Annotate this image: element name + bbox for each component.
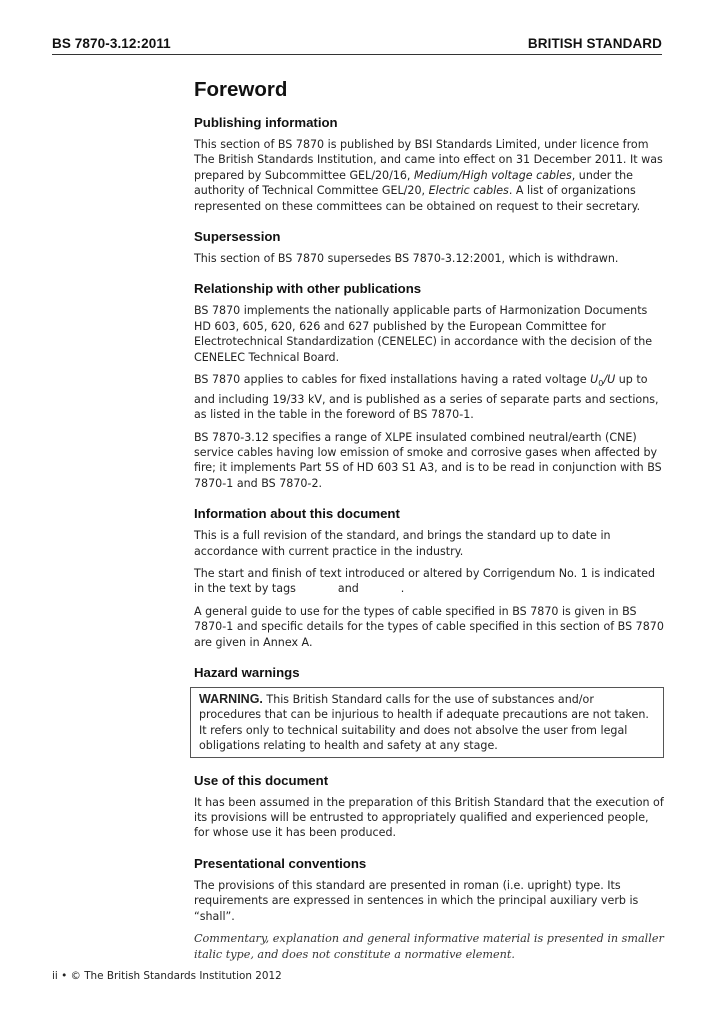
document-number: BS 7870-3.12:2011 xyxy=(52,36,171,51)
warning-box xyxy=(190,687,664,758)
section-heading: Publishing information xyxy=(194,115,338,130)
paragraph: The start and finish of text introduced or altered by Corrigendum No. 1 is indicated in the text by tags and . xyxy=(194,566,656,596)
warning-label: WARNING. xyxy=(199,691,263,706)
warning-text: WARNING. This British Standard calls for the use of substances and/or procedures that can be injurious to health if adequate precautions are not taken. It refers only to technical suitability and does not absolve the user from legal obligations relating to health and safety at any stage. xyxy=(199,691,649,753)
page-footer: ii • © The British Standards Institution 2012 xyxy=(52,970,282,982)
section-heading: Hazard warnings xyxy=(194,664,300,680)
paragraph: BS 7870 applies to cables for fixed installations having a rated voltage $U_0/U$ up to and including 19/33 kV, and is published as a series of separate parts and sections, as listed in the table in the foreword of BS 7870-1. xyxy=(194,373,659,422)
paragraph: A general guide to use for the types of cable specified in BS 7870 is given in BS 7870-1 and specific details for the types of cable specified in this section of BS 7870 are given in Annex A. xyxy=(194,604,664,649)
section-publishing xyxy=(194,114,664,214)
section-heading: Presentational conventions xyxy=(194,855,367,871)
section-heading: Relationship with other publications xyxy=(194,281,422,297)
paragraph: The provisions of this standard are presented in roman (i.e. upright) type. Its requirements are expressed in sentences in which the principal auxiliary verb is “shall”. xyxy=(194,878,639,923)
section-use xyxy=(194,772,664,841)
commentary-paragraph: Commentary, explanation and general informative material is presented in smaller italic type, and does not constitute a normative element. xyxy=(194,932,664,962)
section-relationship xyxy=(194,280,664,491)
paragraph: BS 7870 implements the nationally applicable parts of Harmonization Documents HD 603, 605, 620, 626 and 627 published by the European Committee for Electrotechnical Standardization (CENELEC) in accordance with the decision of the CENELEC Technical Board. xyxy=(194,304,653,364)
section-heading: Use of this document xyxy=(194,772,329,788)
paragraph: It has been assumed in the preparation of this British Standard that the execution of its provisions will be entrusted to appropriately qualified and experienced people, for whose use it has been produced. xyxy=(194,795,664,840)
page-title: Foreword xyxy=(194,78,288,101)
paragraph: This section of BS 7870 is published by BSI Standards Limited, under licence from The British Standards Institution, and came into effect on 31 December 2011. It was prepared by Subcommittee GEL/20/16, Medium/High voltage cables, under the authority of Technical Committee GEL/20, Electric cables. A list of organizations represented on these committees can be obtained on request to their secretary. xyxy=(194,138,663,213)
section-supersession xyxy=(194,228,664,266)
section-conventions xyxy=(194,855,664,963)
section-heading: Supersession xyxy=(194,229,281,245)
main-content xyxy=(194,78,664,977)
page-header xyxy=(52,34,662,56)
section-hazard xyxy=(194,664,664,758)
publisher-label: BRITISH STANDARD xyxy=(527,36,662,51)
paragraph: BS 7870-3.12 specifies a range of XLPE insulated combined neutral/earth (CNE) service cables having low emission of smoke and corrosive gases when affected by fire; it implements Part 5S of HD 603 S1 A3, and is to be read in conjunction with BS 7870-1 and BS 7870-2. xyxy=(194,430,662,490)
paragraph: This is a full revision of the standard, and brings the standard up to date in accordance with current practice in the industry. xyxy=(194,529,611,558)
section-heading: Information about this document xyxy=(194,506,400,522)
paragraph: This section of BS 7870 supersedes BS 7870-3.12:2001, which is withdrawn. xyxy=(194,252,619,266)
header-rule xyxy=(52,54,662,55)
section-information xyxy=(194,505,664,650)
